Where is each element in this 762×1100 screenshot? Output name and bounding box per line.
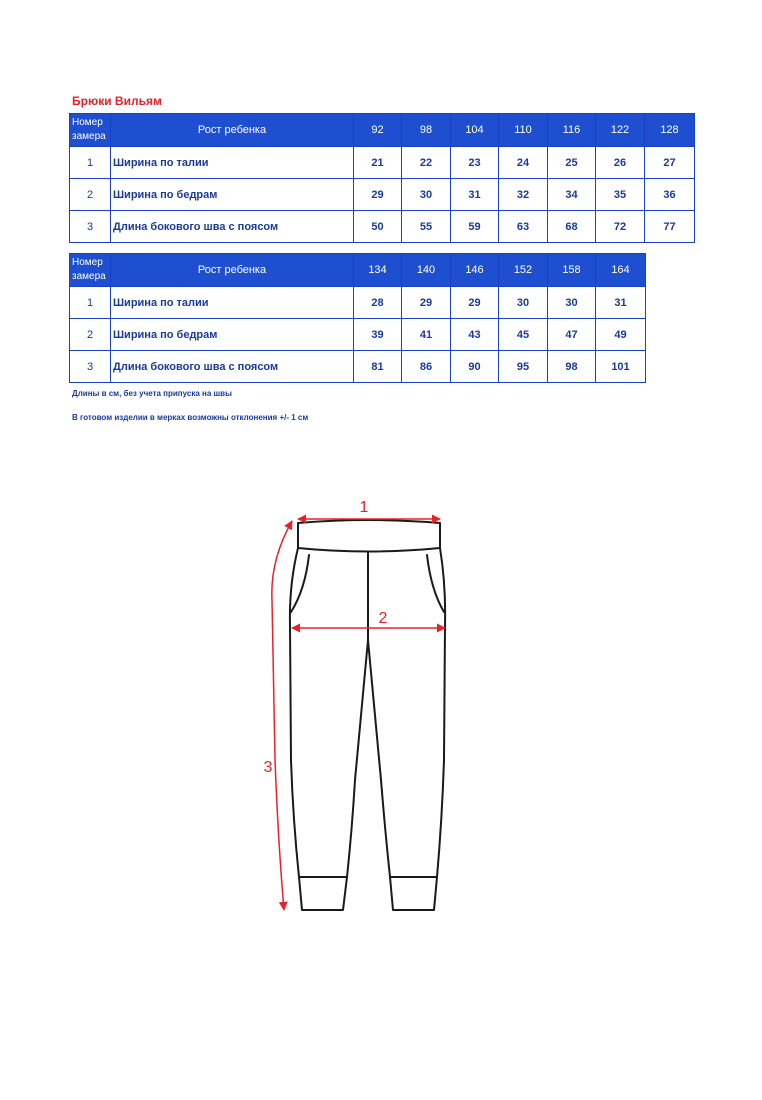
note-tolerance: В готовом изделии в мерках возможны отклонения +/- 1 см [72,413,309,422]
value-cell: 95 [499,351,548,383]
value-cell: 23 [451,147,499,179]
size-cell: 140 [402,254,451,287]
value-cell: 77 [645,211,695,243]
header-child-height: Рост ребенка [111,114,354,147]
value-cell: 50 [354,211,402,243]
value-cell: 81 [354,351,402,383]
row-number: 1 [70,287,111,319]
row-number: 2 [70,319,111,351]
row-number: 1 [70,147,111,179]
size-cell: 110 [499,114,548,147]
value-cell: 68 [548,211,596,243]
size-cell: 146 [451,254,499,287]
value-cell: 45 [499,319,548,351]
value-cell: 24 [499,147,548,179]
header-measure-number: Номер замера [70,114,111,147]
measure-name: Ширина по бедрам [111,179,354,211]
value-cell: 28 [354,287,402,319]
value-cell: 31 [451,179,499,211]
pants-waistband [298,520,440,552]
value-cell: 90 [451,351,499,383]
size-cell: 98 [402,114,451,147]
value-cell: 31 [596,287,646,319]
table-row [70,211,695,243]
row-number: 3 [70,211,111,243]
value-cell: 27 [645,147,695,179]
table-row [70,147,695,179]
row-number: 3 [70,351,111,383]
measure-arrow-3 [272,521,292,910]
measure-name: Длина бокового шва с поясом [111,351,354,383]
value-cell: 101 [596,351,646,383]
pants-diagram [250,495,470,920]
table-row [70,287,646,319]
size-table-1 [69,113,695,243]
cuff-left [299,877,347,910]
value-cell: 59 [451,211,499,243]
cuff-right [390,877,437,910]
value-cell: 63 [499,211,548,243]
value-cell: 29 [451,287,499,319]
table-row [70,319,646,351]
measure-label-1: 1 [359,499,369,516]
size-cell: 152 [499,254,548,287]
measure-label-3: 3 [263,759,273,776]
measure-label-2: 2 [378,610,388,627]
value-cell: 22 [402,147,451,179]
value-cell: 32 [499,179,548,211]
header-measure-number: Номер замера [70,254,111,287]
size-cell: 128 [645,114,695,147]
product-title: Брюки Вильям [72,94,162,108]
value-cell: 72 [596,211,645,243]
value-cell: 25 [548,147,596,179]
table-row [70,351,646,383]
size-table-2 [69,253,646,383]
value-cell: 35 [596,179,645,211]
value-cell: 30 [402,179,451,211]
size-cell: 158 [548,254,596,287]
value-cell: 30 [499,287,548,319]
value-cell: 86 [402,351,451,383]
value-cell: 39 [354,319,402,351]
value-cell: 98 [548,351,596,383]
measure-name: Ширина по талии [111,147,354,179]
value-cell: 34 [548,179,596,211]
value-cell: 30 [548,287,596,319]
measure-name: Ширина по бедрам [111,319,354,351]
value-cell: 29 [354,179,402,211]
value-cell: 47 [548,319,596,351]
value-cell: 36 [645,179,695,211]
table-header-row [70,114,695,147]
value-cell: 41 [402,319,451,351]
value-cell: 55 [402,211,451,243]
size-cell: 122 [596,114,645,147]
value-cell: 29 [402,287,451,319]
value-cell: 26 [596,147,645,179]
measure-name: Ширина по талии [111,287,354,319]
value-cell: 21 [354,147,402,179]
value-cell: 43 [451,319,499,351]
header-child-height: Рост ребенка [111,254,354,287]
table-header-row [70,254,646,287]
size-cell: 92 [354,114,402,147]
note-units: Длины в см, без учета припуска на швы [72,389,232,398]
size-cell: 104 [451,114,499,147]
size-cell: 116 [548,114,596,147]
measure-name: Длина бокового шва с поясом [111,211,354,243]
value-cell: 49 [596,319,646,351]
table-row [70,179,695,211]
size-cell: 134 [354,254,402,287]
row-number: 2 [70,179,111,211]
size-cell: 164 [596,254,646,287]
